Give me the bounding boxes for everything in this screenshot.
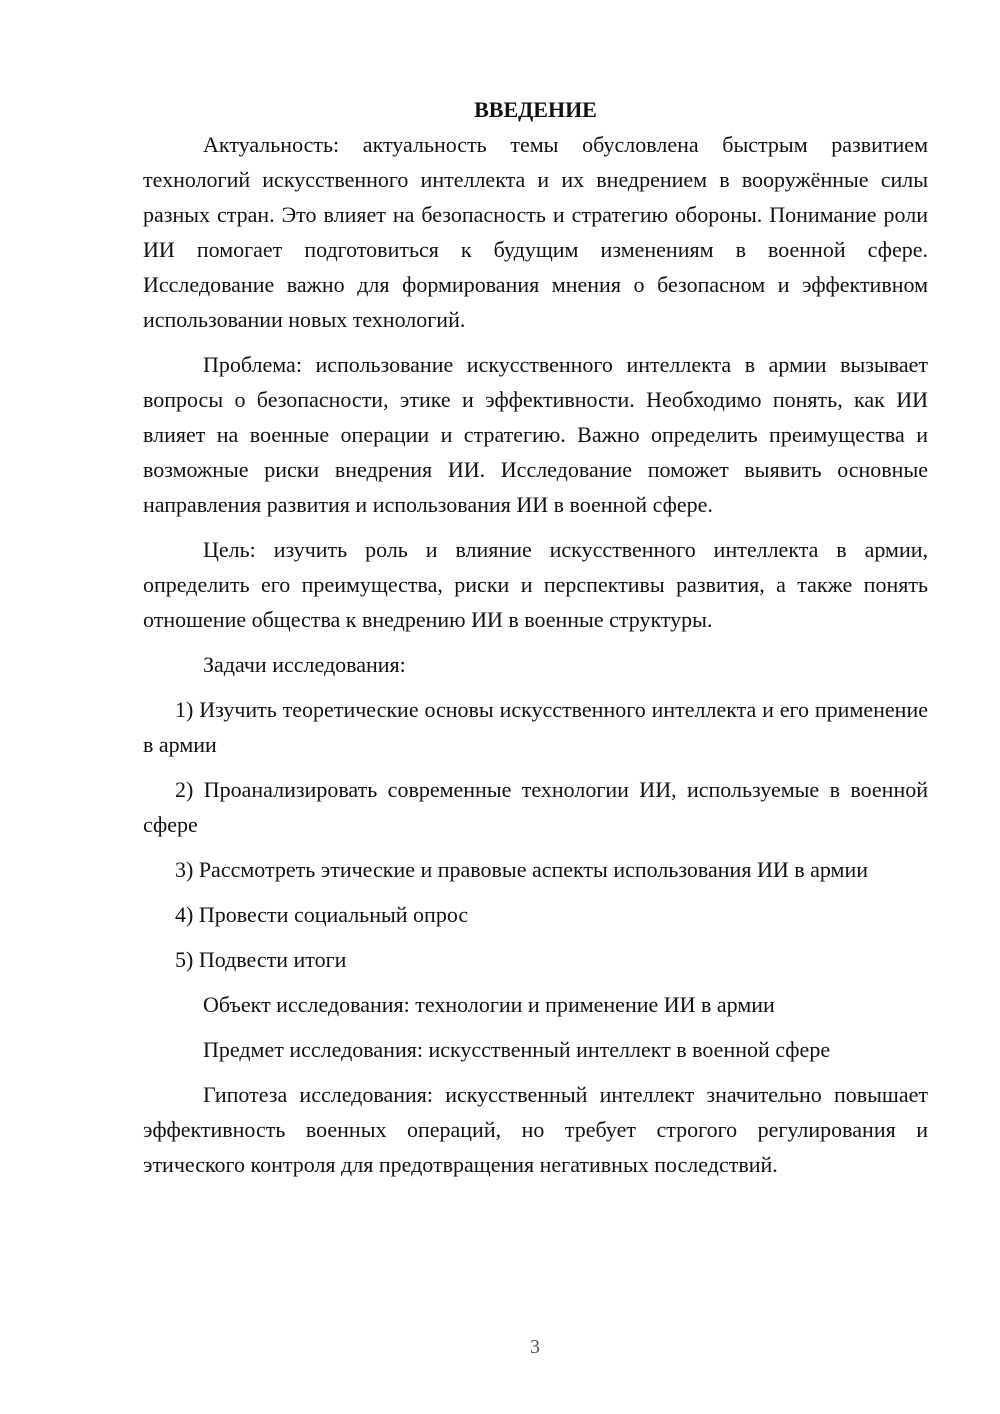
paragraph-problem: Проблема: использование искусственного интеллекта в армии вызывает вопросы о безопасности, этике и эффективности. Необходимо понять, как ИИ влияет на военные операции и стратегию. Важно определить преимущества и возможные риски внедрения ИИ. Исследование поможет выявить основные направления развития и использования ИИ в военной сфере.	[143, 352, 928, 517]
paragraph-relevance: Актуальность: актуальность темы обусловлена быстрым развитием технологий искусственного интеллекта и их внедрением в вооружённые силы разных стран. Это влияет на безопасность и стратегию обороны. Понимание роли ИИ помогает подготовиться к будущим изменениям в военной сфере. Исследование важно для формирования мнения о безопасном и эффективном использовании новых технологий.	[143, 132, 928, 332]
tasks-title: Задачи исследования:	[203, 652, 406, 677]
document-body	[143, 92, 928, 1192]
task-item-3: 3) Рассмотреть этические и правовые аспекты использования ИИ в армии	[175, 857, 869, 882]
page-title: ВВЕДЕНИЕ	[474, 97, 597, 122]
task-item-1: 1) Изучить теоретические основы искусственного интеллекта и его применение в армии	[143, 697, 928, 757]
task-item-2: 2) Проанализировать современные технологии ИИ, используемые в военной сфере	[143, 777, 928, 837]
page-number: 3	[530, 1336, 540, 1358]
task-item-5: 5) Подвести итоги	[175, 947, 347, 972]
task-item-4: 4) Провести социальный опрос	[175, 902, 469, 927]
paragraph-subject: Предмет исследования: искусственный интеллект в военной сфере	[203, 1037, 831, 1062]
paragraph-hypothesis: Гипотеза исследования: искусственный интеллект значительно повышает эффективность военных операций, но требует строгого регулирования и этического контроля для предотвращения негативных последствий.	[143, 1082, 928, 1177]
paragraph-object: Объект исследования: технологии и применение ИИ в армии	[203, 992, 775, 1017]
paragraph-goal: Цель: изучить роль и влияние искусственного интеллекта в армии, определить его преимущества, риски и перспективы развития, а также понять отношение общества к внедрению ИИ в военные структуры.	[143, 537, 928, 632]
